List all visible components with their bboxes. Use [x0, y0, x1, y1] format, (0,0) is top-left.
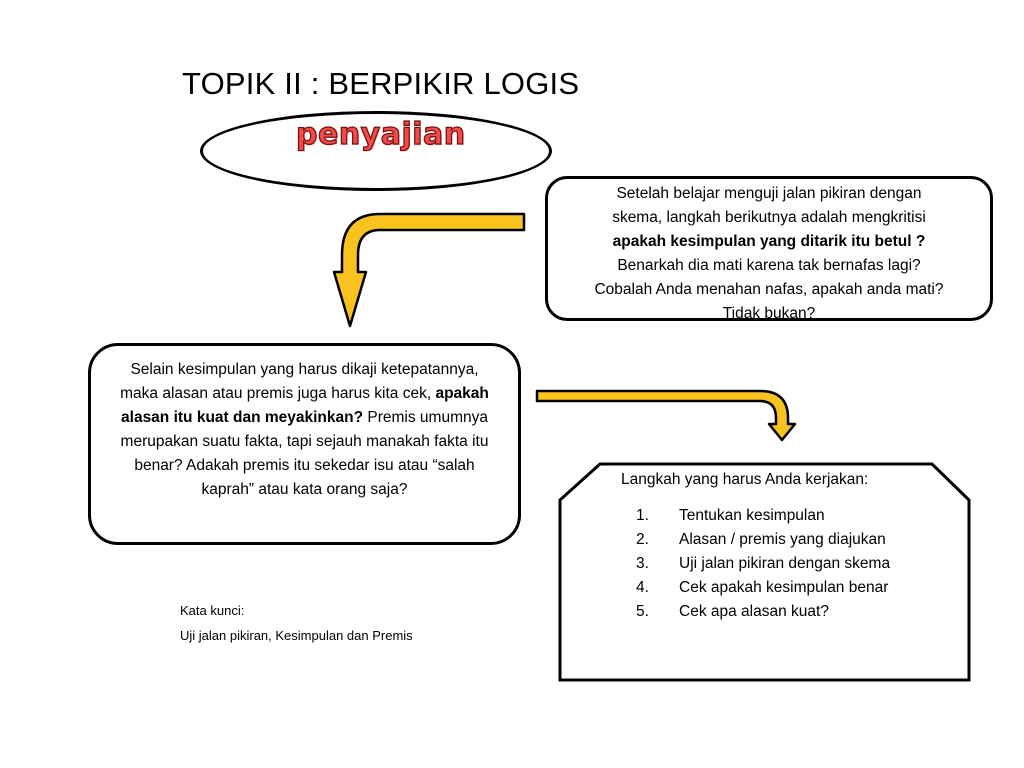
- box-left-text-bold: apakah alasan itu kuat dan meyakinkan?: [121, 385, 489, 426]
- step-text: Uji jalan pikiran dengan skema: [679, 555, 891, 572]
- step-number: 2.: [636, 531, 649, 548]
- step-text: Tentukan kesimpulan: [679, 507, 825, 524]
- box-left-text: Selain kesimpulan yang harus dikaji ketepatannya, maka alasan atau premis juga harus kita cek,: [120, 361, 479, 402]
- step-number: 4.: [636, 579, 649, 596]
- keywords-block: [180, 598, 413, 648]
- steps-heading: Langkah yang harus Anda kerjakan:: [621, 471, 869, 488]
- step-text: Cek apakah kesimpulan benar: [679, 579, 889, 596]
- box-top-right-line: Setelah belajar menguji jalan pikiran dengan: [616, 185, 922, 202]
- box-top-right-line: Tidak bukan?: [722, 305, 816, 322]
- curved-arrow-down-left: [334, 214, 524, 326]
- box-top-right-line-bold: apakah kesimpulan yang ditarik itu betul ?: [612, 233, 926, 250]
- step-text: Cek apa alasan kuat?: [679, 603, 829, 620]
- box-top-right-line: Benarkah dia mati karena tak bernafas lagi?: [617, 257, 921, 274]
- box-left-text: Premis umumnya merupakan suatu fakta, tapi sejauh manakah fakta itu benar? Adakah premis itu sekedar isu atau “salah kaprah” atau kata orang saja?: [120, 409, 489, 498]
- step-number: 3.: [636, 555, 649, 572]
- box-top-right-line: Cobalah Anda menahan nafas, apakah anda mati?: [594, 281, 944, 298]
- wordart-penyajian: penyajian: [296, 117, 466, 152]
- curved-arrow-right-down: [537, 391, 795, 440]
- slide-title: TOPIK II : BERPIKIR LOGIS: [182, 66, 580, 101]
- step-text: Alasan / premis yang diajukan: [679, 531, 886, 548]
- box-top-right-line: skema, langkah berikutnya adalah mengkritisi: [612, 209, 926, 226]
- step-number: 5.: [636, 603, 649, 620]
- keywords-label: Kata kunci:: [180, 603, 245, 618]
- step-number: 1.: [636, 507, 649, 524]
- keywords-text: Uji jalan pikiran, Kesimpulan dan Premis: [180, 628, 413, 643]
